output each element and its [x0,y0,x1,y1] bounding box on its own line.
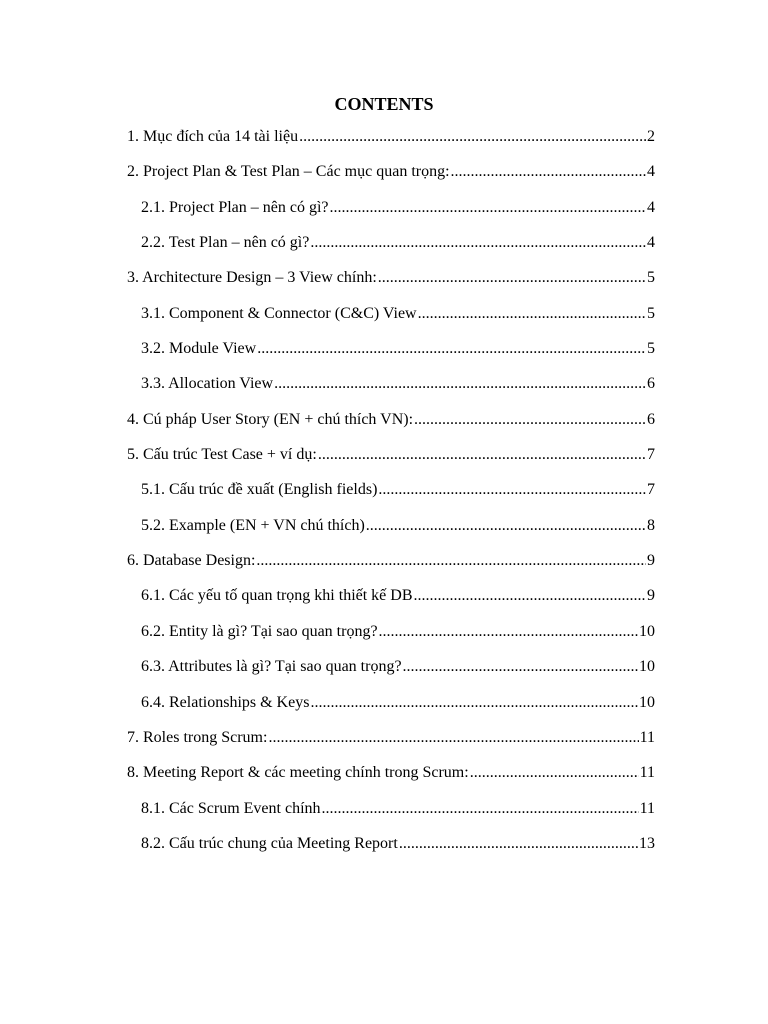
toc-leader-dots [399,833,638,855]
toc-entry-text: 6.3. Attributes là gì? Tại sao quan trọng? [141,658,402,676]
toc-page-number: 9 [647,552,655,570]
toc-leader-dots [310,692,638,714]
toc-leader-dots [451,161,646,183]
toc-leader-dots [470,762,639,784]
toc-page-number: 5 [647,340,655,358]
toc-entry-text: 8.2. Cấu trúc chung của Meeting Report [141,834,398,852]
toc-entry[interactable] [127,692,655,727]
toc-entry-text: 8. Meeting Report & các meeting chính trong Scrum: [127,764,469,782]
toc-entry[interactable] [127,373,655,408]
toc-leader-dots [414,585,646,607]
toc-page-number: 6 [647,375,655,393]
toc-entry-text: 1. Mục đích của 14 tài liệu [127,128,299,145]
toc-page-number: 2 [647,128,655,145]
toc-leader-dots [310,232,646,254]
toc-page-number: 10 [639,622,655,640]
toc-entry-text: 2. Project Plan & Test Plan – Các mục quan trọng: [127,163,450,181]
toc-leader-dots [418,303,646,325]
toc-entry[interactable] [127,267,655,302]
toc-entry-text: 6.4. Relationships & Keys [141,693,310,711]
toc-entry[interactable] [127,126,655,161]
toc-page-number: 10 [639,693,655,711]
toc-entry[interactable] [127,338,655,373]
toc-entry-text: 2.2. Test Plan – nên có gì? [141,234,310,252]
toc-page-number: 7 [647,481,655,499]
toc-entry[interactable] [127,409,655,444]
toc-entry[interactable] [127,550,655,585]
toc-page-number: 11 [639,764,655,782]
toc-entry-text: 6.1. Các yếu tố quan trọng khi thiết kế DB [141,587,413,605]
toc-entry-text: 7. Roles trong Scrum: [127,728,268,746]
toc-entry[interactable] [127,161,655,196]
toc-entry-text: 3. Architecture Design – 3 View chính: [127,269,377,287]
toc-entry[interactable] [127,232,655,267]
toc-entry-text: 2.1. Project Plan – nên có gì? [141,198,329,216]
toc-page-number: 11 [639,799,655,817]
toc-entry-text: 3.1. Component & Connector (C&C) View [141,304,417,322]
toc-page-number: 5 [647,269,655,287]
toc-leader-dots [378,479,646,501]
toc-entry-text: 3.2. Module View [141,340,257,358]
toc-leader-dots [378,267,646,289]
toc-leader-dots [379,621,638,643]
toc-entry-text: 6. Database Design: [127,552,256,570]
toc-leader-dots [366,515,646,537]
toc-entry[interactable] [127,833,655,868]
toc-page-number: 4 [647,234,655,252]
toc-entry[interactable] [127,798,655,833]
toc-entry[interactable] [127,727,655,762]
toc-leader-dots [318,444,646,466]
toc-entry[interactable] [127,585,655,620]
toc-page-number: 4 [647,198,655,216]
toc-leader-dots [330,197,646,219]
toc-leader-dots [256,550,646,572]
toc-entry[interactable] [127,444,655,479]
toc-page-number: 11 [639,728,655,746]
toc-title: CONTENTS [334,94,434,114]
toc-entry-text: 8.1. Các Scrum Event chính [141,799,321,817]
toc-entry-text: 6.2. Entity là gì? Tại sao quan trọng? [141,622,378,640]
toc-page-number: 5 [647,304,655,322]
toc-page-number: 6 [647,410,655,428]
toc-entry[interactable] [127,515,655,550]
toc-leader-dots [414,409,646,431]
toc-page-number: 10 [639,658,655,676]
toc-entry[interactable] [127,762,655,797]
table-of-contents [127,126,655,868]
toc-entry[interactable] [127,303,655,338]
toc-leader-dots [299,126,646,148]
toc-leader-dots [257,338,646,360]
toc-entry[interactable] [127,621,655,656]
toc-leader-dots [403,656,638,678]
toc-entry-text: 4. Cú pháp User Story (EN + chú thích VN): [127,410,414,428]
toc-page-number: 4 [647,163,655,181]
toc-leader-dots [268,727,638,749]
toc-entry[interactable] [127,656,655,691]
toc-entry-text: 5. Cấu trúc Test Case + ví dụ: [127,446,317,464]
toc-entry[interactable] [127,197,655,232]
toc-entry-text: 5.2. Example (EN + VN chú thích) [141,516,365,534]
toc-leader-dots [274,373,646,395]
toc-entry[interactable] [127,479,655,514]
toc-page-number: 8 [647,516,655,534]
toc-page-number: 7 [647,446,655,464]
toc-entry-text: 3.3. Allocation View [141,375,274,393]
toc-entry-text: 5.1. Cấu trúc đề xuất (English fields) [141,481,378,499]
toc-page-number: 13 [639,834,655,852]
toc-leader-dots [322,798,639,820]
toc-page-number: 9 [647,587,655,605]
